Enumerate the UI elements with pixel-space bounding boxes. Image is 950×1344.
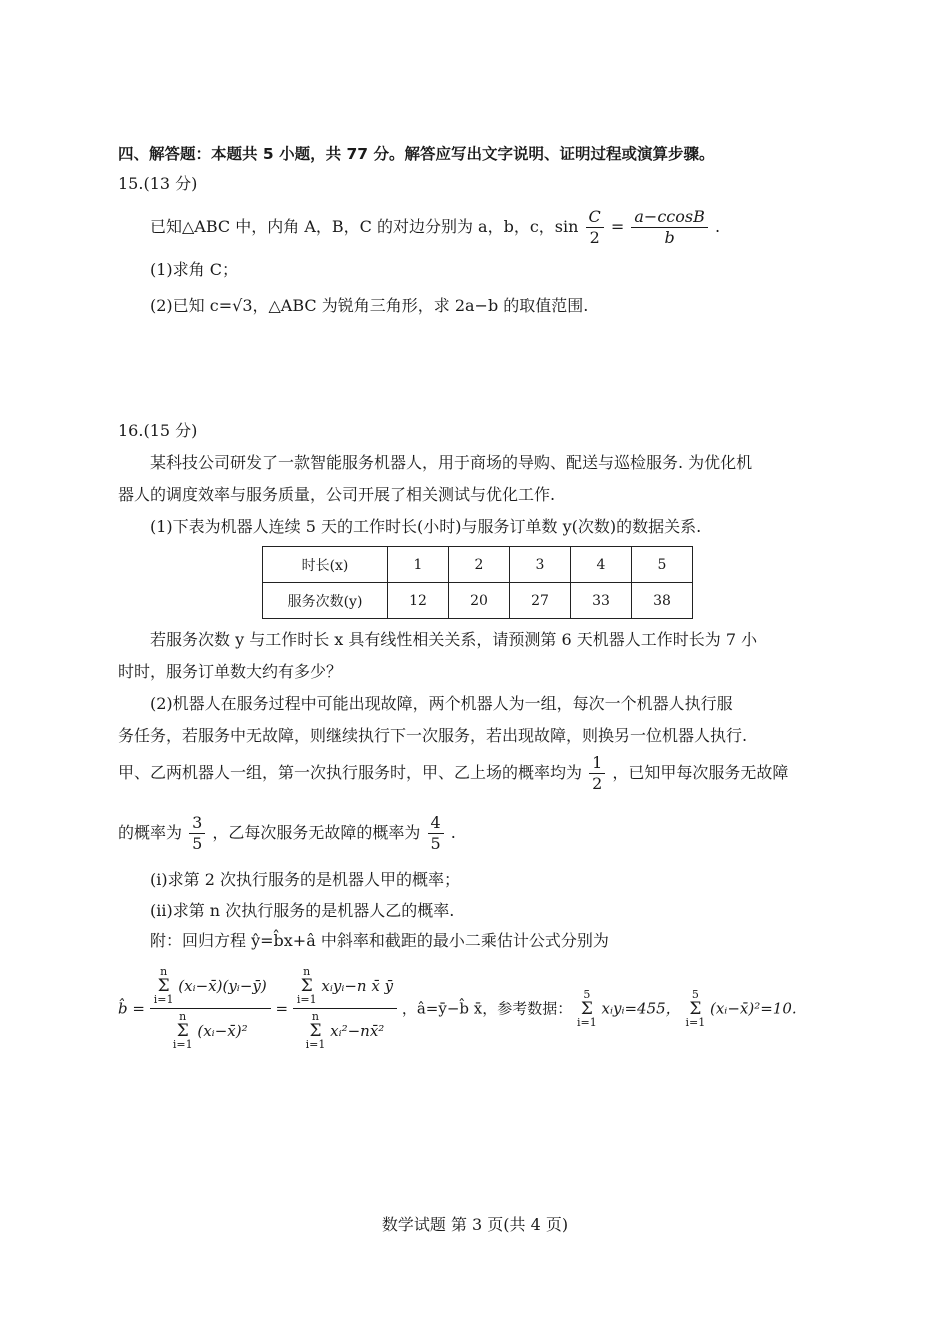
q16-appendix: 附：回归方程 ŷ=b̂x+â 中斜率和截距的最小二乘估计公式分别为 <box>150 931 609 950</box>
frac-three-fifths <box>189 813 205 854</box>
q16-part2-line2: 务任务，若服务中无故障，则继续执行下一次服务，若出现故障，则换另一位机器人执行. <box>118 726 748 745</box>
table-row <box>263 547 693 583</box>
formula-frac-2 <box>293 966 397 1051</box>
frac-yi-den: 5 <box>430 834 441 853</box>
q15-frac1-num: C <box>586 207 604 228</box>
frac-jia-den: 5 <box>192 834 203 853</box>
data-table <box>262 546 693 619</box>
q16-part1-q-line2: 时时，服务订单数大约有多少？ <box>118 662 343 681</box>
q16-part2-line3-prefix: 甲、乙两机器人一组，第一次执行服务时，甲、乙上场的概率均为 <box>118 763 583 782</box>
q15-stem-end: . <box>714 217 721 236</box>
q15-frac-c-over-2 <box>586 207 604 248</box>
q15-equals: = <box>610 217 625 236</box>
q16-intro-line2: 器人的调度效率与服务质量，公司开展了相关测试与优化工作. <box>118 485 556 504</box>
b-hat-symbol: b̂ <box>118 999 128 1018</box>
q15-label: 15.(13 分) <box>118 174 198 193</box>
formula-frac-1 <box>150 966 271 1051</box>
q16-part2-line4-prefix: 的概率为 <box>118 823 183 842</box>
sum-operator: n Σ i=1 <box>153 965 174 1006</box>
table-cell: 3 <box>510 547 571 583</box>
table-cell: 12 <box>388 583 449 619</box>
ref-data-1: xᵢyᵢ=455， <box>601 999 681 1018</box>
ref-sum-operator-1: 5 Σ i=1 <box>577 987 597 1029</box>
formula-a-hat-and-ref: ，â=ȳ−b̂ x̄，参考数据： <box>401 999 573 1018</box>
q15-part1: (1)求角 C； <box>150 260 238 279</box>
q16-sub-i: (i)求第 2 次执行服务的是机器人甲的概率； <box>150 870 460 889</box>
q16-part2-line4-end: . <box>450 823 456 842</box>
q16-intro-line1: 某科技公司研发了一款智能服务机器人，用于商场的导购、配送与巡检服务. 为优化机 <box>150 453 753 472</box>
frac-half-den: 2 <box>592 774 603 793</box>
sum-operator: n Σ i=1 <box>172 1010 193 1051</box>
q16-part2-line3-suffix: ，已知甲每次服务无故障 <box>612 763 789 782</box>
q16-part2-line4 <box>118 811 456 855</box>
table-cell: 1 <box>388 547 449 583</box>
table-header-hours: 时长(x) <box>263 547 388 583</box>
ref-data-2: (xᵢ−x̄)²=10. <box>709 999 797 1018</box>
table-cell: 5 <box>632 547 693 583</box>
table-cell: 20 <box>449 583 510 619</box>
section-heading: 四、解答题：本题共 5 小题，共 77 分。解答应写出文字说明、证明过程或演算步骤。 <box>118 145 715 163</box>
q15-frac2-num: a−ccosB <box>631 207 707 228</box>
table-cell: 38 <box>632 583 693 619</box>
formula-frac-2-den: n Σ i=1 xᵢ²−nx̄² <box>305 1010 385 1051</box>
regression-formula <box>118 966 797 1051</box>
formula-equals-2: = <box>275 999 289 1018</box>
sum-operator: n Σ i=1 <box>296 965 317 1006</box>
table-header-count: 服务次数(y) <box>263 583 388 619</box>
q16-part2-line3 <box>118 751 788 795</box>
sum-operator: n Σ i=1 <box>305 1010 326 1051</box>
frac-yi-num: 4 <box>428 813 444 834</box>
q15-part2: (2)已知 c=√3，△ABC 为锐角三角形，求 2a−b 的取值范围. <box>150 296 589 315</box>
formula-equals-1: = <box>132 999 145 1018</box>
q16-part1-intro: (1)下表为机器人连续 5 天的工作时长(小时)与服务订单数 y(次数)的数据关系. <box>150 517 702 536</box>
frac-jia-num: 3 <box>189 813 205 834</box>
table-cell: 4 <box>571 547 632 583</box>
frac-one-half <box>589 753 605 794</box>
q16-part2-line4-mid: ，乙每次服务无故障的概率为 <box>212 823 421 842</box>
q15-frac-a-ccosb-over-b <box>631 207 707 248</box>
table-cell: 27 <box>510 583 571 619</box>
q15-frac1-den: 2 <box>589 228 600 247</box>
q15-stem <box>150 205 720 249</box>
formula-frac-1-num: n Σ i=1 (xᵢ−x̄)(yᵢ−ȳ) <box>150 966 271 1009</box>
q15-frac2-den: b <box>664 228 675 247</box>
q16-label: 16.(15 分) <box>118 421 198 440</box>
formula-frac-2-num: n Σ i=1 xᵢyᵢ−n x̄ ȳ <box>293 966 397 1009</box>
frac-half-num: 1 <box>589 753 605 774</box>
ref-sum-operator-2: 5 Σ i=1 <box>685 987 706 1029</box>
page-footer: 数学试题 第 3 页(共 4 页) <box>381 1215 569 1234</box>
q16-part2-line1: (2)机器人在服务过程中可能出现故障，两个机器人为一组，每次一个机器人执行服 <box>150 694 733 713</box>
q16-part1-q-line1: 若服务次数 y 与工作时长 x 具有线性相关关系，请预测第 6 天机器人工作时长为 7 小 <box>150 630 758 649</box>
table-cell: 33 <box>571 583 632 619</box>
q15-stem-prefix: 已知△ABC 中，内角 A，B，C 的对边分别为 a，b，c，sin <box>150 217 579 236</box>
table-row <box>263 583 693 619</box>
formula-frac-1-den: n Σ i=1 (xᵢ−x̄)² <box>172 1010 248 1051</box>
frac-four-fifths <box>428 813 444 854</box>
table-cell: 2 <box>449 547 510 583</box>
q16-sub-ii: (ii)求第 n 次执行服务的是机器人乙的概率. <box>150 901 455 920</box>
